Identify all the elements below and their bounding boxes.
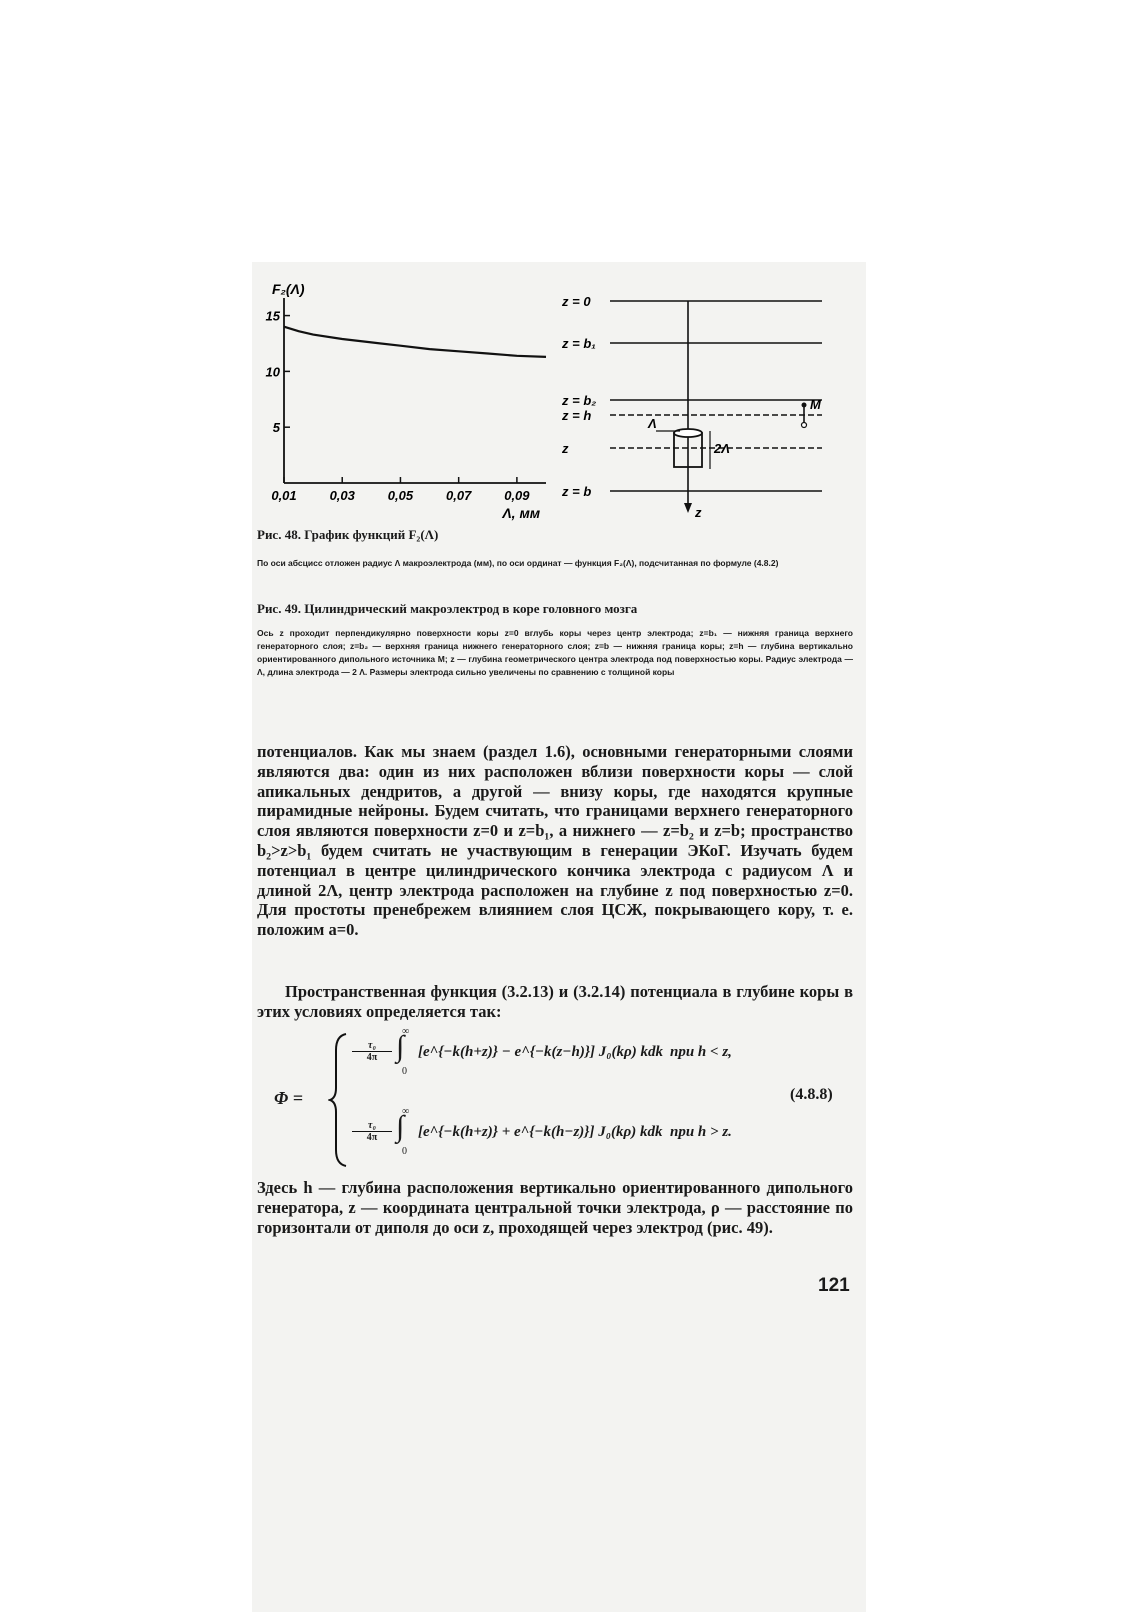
fig48-caption-title: Рис. 48. График функций F₂(Λ) — [257, 527, 439, 542]
dipole-pole-bottom — [802, 423, 807, 428]
paragraph-3: Здесь h — глубина расположения вертикально ориентированного дипольного генератора, z — координата центральной точки электрода, ρ — расстояние по горизонтали от диполя до оси z, проходящей через электрод (рис. 49). — [257, 1178, 853, 1237]
figure-49-diagram — [560, 285, 830, 530]
eq-row2-denom: 4π — [366, 1132, 378, 1143]
level-label-b1: z = b₁ — [562, 336, 596, 351]
electrode-length-label: 2Λ — [714, 441, 730, 456]
eq-row2-integral: ∫ — [396, 1110, 405, 1143]
paragraph-2: Пространственная функция (3.2.13) и (3.2.14) потенциала в глубине коры в этих условиях определяется так: — [257, 982, 853, 1021]
eq-row1-condition: при h < z, — [670, 1044, 732, 1060]
chart-layer — [266, 281, 546, 521]
eq-row2-fraction — [352, 1120, 392, 1143]
x-tick-label: 0,03 — [329, 488, 355, 503]
y-tick-label: 5 — [272, 420, 280, 436]
eq-row2-condition: при h > z. — [670, 1124, 732, 1140]
eq-lhs: Φ = — [274, 1088, 303, 1108]
level-label-h: z = h — [562, 408, 592, 423]
fig49-caption-text: Ось z проходит перпендикулярно поверхности коры z=0 вглубь коры через центр электрода; z=b₁ — нижняя граница верхнего генераторного слоя; z=b₂ — верхняя граница нижнего генераторного слоя; z=b — нижняя граница коры; z=h — глубина вертикально ориентированного дипольного источника M; z — глубина геометрического центра электрода под поверхностью коры. Радиус электрода — Λ, длина электрода — 2 Λ. Размеры электрода сильно увеличены по сравнению с толщиной коры — [257, 628, 853, 677]
eq-row1-denom: 4π — [366, 1052, 378, 1063]
z-axis-label: z — [695, 505, 702, 520]
dipole-pole-top — [802, 403, 807, 408]
equation-4-8-8: Φ = τ₀ 4π ∫ ∞ 0 [e^{−k(h+z)} − e^{−k(z−h)}] J₀(kρ) kdk при h < z, τ₀ 4π ∫ ∞ 0 [e^{−k(h+z)} + e^{−k(h−z)}] J₀(kρ) kdk при h > z. (4.8.8) — [262, 1030, 862, 1170]
x-tick-label: 0,07 — [446, 488, 472, 503]
y-axis-title: F₂(Λ) — [272, 281, 305, 297]
dipole-label: M — [810, 397, 821, 412]
x-tick-label: 0,09 — [504, 488, 530, 503]
series-line — [284, 327, 546, 357]
z-axis-arrow — [684, 503, 692, 513]
equation-label: (4.8.8) — [790, 1086, 833, 1103]
figure-48-chart — [262, 278, 558, 528]
level-label-z: z — [562, 441, 569, 456]
eq-row2-coef: τ₀ — [352, 1120, 392, 1132]
y-tick-label: 15 — [265, 308, 280, 324]
paragraph-1: потенциалов. Как мы знаем (раздел 1.6), основными генераторными слоями являются два: один из них расположен вблизи поверхности коры — слой апикальных дендритов, а другой — внизу коры, где находятся крупные пирамидные нейроны. Будем считать, что границами верхнего генераторного слоя являются поверхности z=0 и z=b₁, а нижнего — z=b₂ и z=b; пространство b₂>z>b₁ будем считать не участвующим в генерации ЭКоГ. Изучать будем потенциал в центре цилиндрического кончика электрода с радиусом Λ и длиной 2Λ, центр электрода расположен на глубине z под поверхностью z=0. Для простоты пренебрежем влиянием слоя ЦСЖ, покрывающего кору, т. е. положим a=0. — [257, 742, 853, 940]
eq-row1-fraction — [352, 1040, 392, 1063]
x-tick-label: 0,01 — [271, 488, 297, 503]
eq-row1-integrand: [e^{−k(h+z)} − e^{−k(z−h)}] J₀(kρ) kdk — [418, 1044, 663, 1060]
eq-row2-integrand: [e^{−k(h+z)} + e^{−k(h−z)}] J₀(kρ) kdk — [418, 1124, 663, 1140]
fig48-caption-text: По оси абсцисс отложен радиус Λ макроэлектрода (мм), по оси ординат — функция F₂(Λ), подсчитанная по формуле (4.8.2) — [257, 558, 779, 568]
level-label-b2: z = b₂ — [562, 393, 597, 408]
y-tick-label: 10 — [265, 364, 280, 380]
eq-brace — [328, 1030, 350, 1170]
electrode-radius-label: Λ — [648, 416, 657, 431]
page-number: 121 — [818, 1275, 850, 1296]
eq-row1-integral: ∫ — [396, 1030, 405, 1063]
level-label-b: z = b — [562, 484, 592, 499]
fig49-caption-title: Рис. 49. Цилиндрический макроэлектрод в коре головного мозга — [257, 601, 638, 616]
x-axis-title: Λ, мм — [502, 505, 541, 521]
x-tick-label: 0,05 — [387, 488, 414, 503]
electrode-top — [674, 429, 702, 437]
eq-row1-coef: τ₀ — [352, 1040, 392, 1052]
level-label-z0: z = 0 — [562, 294, 591, 309]
